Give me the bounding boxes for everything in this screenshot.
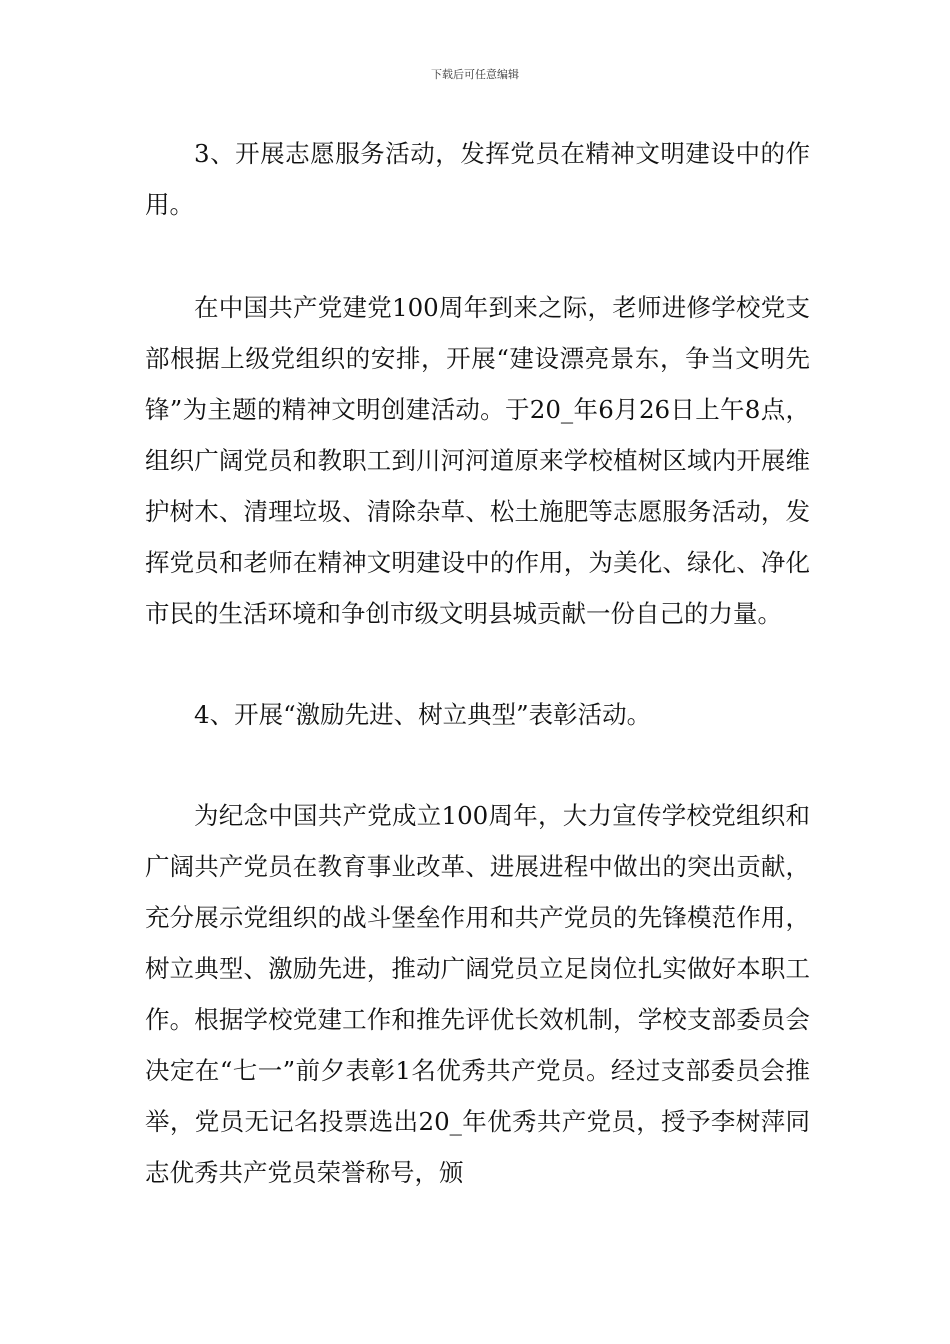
body-paragraph: 在中国共产党建党100周年到来之际，老师进修学校党支部根据上级党组织的安排，开展“建设漂亮景东，争当文明先锋”为主题的精神文明创建活动。于20_年6月26日上午8点，组织广阔党员和教职工到川河河道原来学校植树区域内开展维护树木、清理垃圾、清除杂草、松土施肥等志愿服务活动，发挥党员和老师在精神文明建设中的作用，为美化、绿化、净化市民的生活环境和争创市级文明县城贡献一份自己的力量。 [145, 293, 810, 628]
section-heading-3: 3、开展志愿服务活动，发挥党员在精神文明建设中的作用。 [145, 139, 810, 219]
paragraph-gap [145, 740, 810, 790]
document-body [145, 128, 810, 1198]
body-paragraph: 为纪念中国共产党成立100周年，大力宣传学校党组织和广阔共产党员在教育事业改革、进展进程中做出的突出贡献，充分展示党组织的战斗堡垒作用和共产党员的先锋模范作用，树立典型、激励先进，推动广阔党员立足岗位扎实做好本职工作。根据学校党建工作和推先评优长效机制，学校支部委员会决定在“七一”前夕表彰1名优秀共产党员。经过支部委员会推举，党员无记名投票选出20_年优秀共产党员，授予李树萍同志优秀共产党员荣誉称号，颁 [145, 801, 810, 1187]
paragraph-gap [145, 230, 810, 282]
paragraph-gap [145, 639, 810, 689]
section-heading-4: 4、开展“激励先进、树立典型”表彰活动。 [194, 700, 652, 729]
page-header: 下载后可任意编辑 [431, 68, 519, 81]
